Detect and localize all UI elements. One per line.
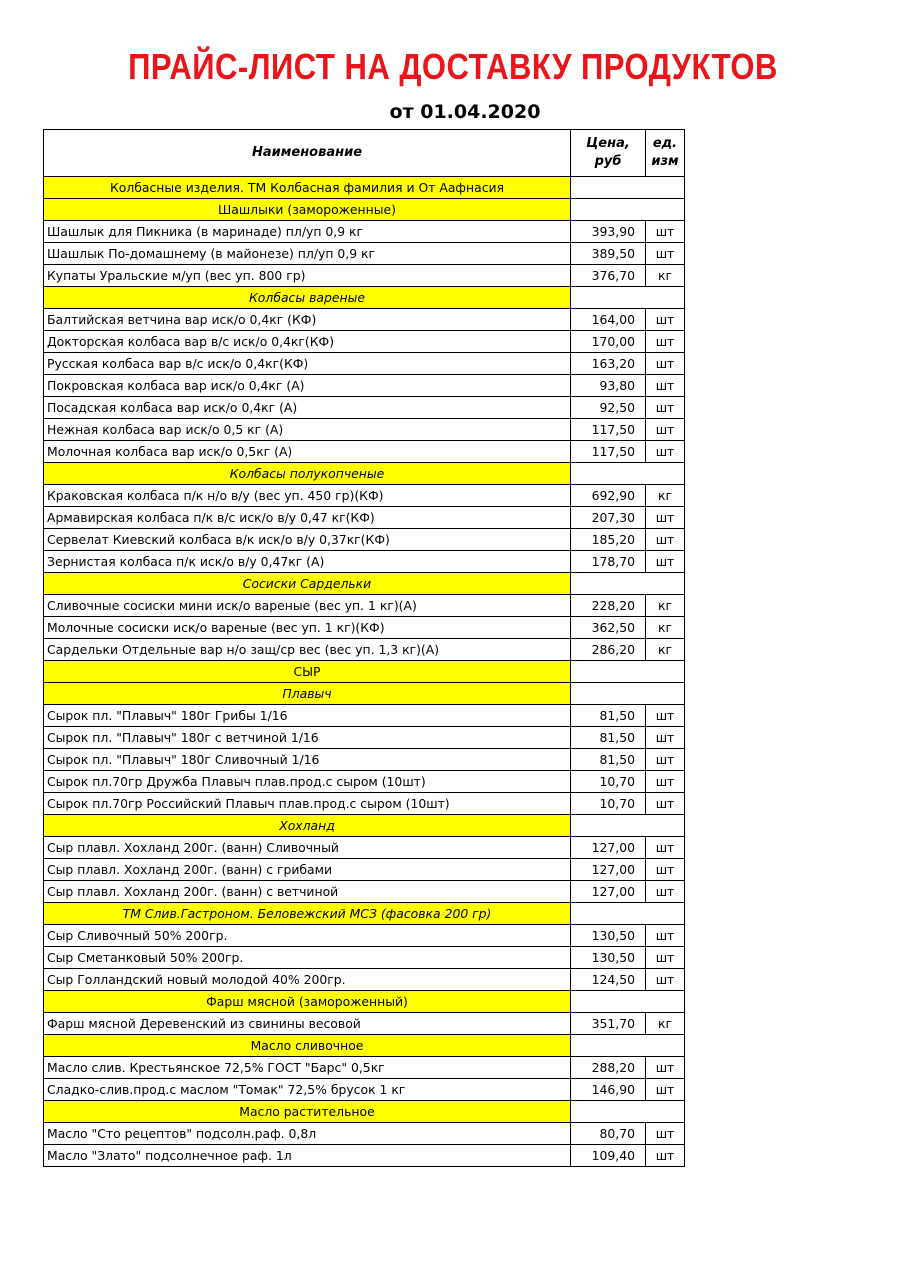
- empty-cell: [571, 815, 685, 837]
- product-price: 376,70: [571, 265, 646, 287]
- product-price: 692,90: [571, 485, 646, 507]
- product-price: 81,50: [571, 705, 646, 727]
- section-row: [44, 683, 685, 705]
- product-price: 92,50: [571, 397, 646, 419]
- product-price: 286,20: [571, 639, 646, 661]
- product-unit: шт: [646, 881, 685, 903]
- table-row: [44, 507, 685, 529]
- section-row: [44, 903, 685, 925]
- table-row: [44, 705, 685, 727]
- category-row: [44, 661, 685, 683]
- column-header-price: Цена, руб: [571, 130, 646, 177]
- table-row: [44, 837, 685, 859]
- product-unit: кг: [646, 1013, 685, 1035]
- section-row: [44, 815, 685, 837]
- product-name: Сырок пл. "Плавыч" 180г Грибы 1/16: [44, 705, 571, 727]
- section-row: [44, 463, 685, 485]
- table-row: [44, 221, 685, 243]
- product-name: Армавирская колбаса п/к в/с иск/о в/у 0,47 кг(КФ): [44, 507, 571, 529]
- product-unit: шт: [646, 771, 685, 793]
- product-price: 81,50: [571, 727, 646, 749]
- table-row: [44, 551, 685, 573]
- product-unit: шт: [646, 1123, 685, 1145]
- product-name: Краковская колбаса п/к н/о в/у (вес уп. 450 гр)(КФ): [44, 485, 571, 507]
- empty-cell: [571, 1035, 685, 1057]
- product-unit: шт: [646, 1079, 685, 1101]
- section-row: [44, 573, 685, 595]
- section-label: Хохланд: [44, 815, 571, 837]
- product-name: Сервелат Киевский колбаса в/к иск/о в/у 0,37кг(КФ): [44, 529, 571, 551]
- product-unit: шт: [646, 793, 685, 815]
- table-row: [44, 925, 685, 947]
- table-row: [44, 331, 685, 353]
- empty-cell: [571, 199, 685, 221]
- category-row: [44, 177, 685, 199]
- table-row: [44, 309, 685, 331]
- product-price: 389,50: [571, 243, 646, 265]
- product-unit: шт: [646, 705, 685, 727]
- product-name: Фарш мясной Деревенский из свинины весовой: [44, 1013, 571, 1035]
- product-unit: шт: [646, 507, 685, 529]
- product-name: Масло "Злато" подсолнечное раф. 1л: [44, 1145, 571, 1167]
- category-row: [44, 1035, 685, 1057]
- product-price: 124,50: [571, 969, 646, 991]
- product-name: Балтийская ветчина вар иск/о 0,4кг (КФ): [44, 309, 571, 331]
- category-label: Колбасные изделия. ТМ Колбасная фамилия и От Аафнасия: [44, 177, 571, 199]
- table-header-row: [44, 130, 685, 177]
- table-row: [44, 1013, 685, 1035]
- section-label: Сосиски Сардельки: [44, 573, 571, 595]
- product-unit: кг: [646, 639, 685, 661]
- column-header-name: Наименование: [44, 130, 571, 177]
- table-row: [44, 529, 685, 551]
- empty-cell: [571, 463, 685, 485]
- product-name: Сыр плавл. Хохланд 200г. (ванн) Сливочный: [44, 837, 571, 859]
- product-name: Сыр плавл. Хохланд 200г. (ванн) с ветчиной: [44, 881, 571, 903]
- product-price: 130,50: [571, 925, 646, 947]
- table-row: [44, 639, 685, 661]
- table-row: [44, 353, 685, 375]
- table-row: [44, 859, 685, 881]
- product-name: Сливочные сосиски мини иск/о вареные (вес уп. 1 кг)(А): [44, 595, 571, 617]
- product-price: 10,70: [571, 771, 646, 793]
- product-price: 130,50: [571, 947, 646, 969]
- table-row: [44, 243, 685, 265]
- product-price: 351,70: [571, 1013, 646, 1035]
- product-unit: шт: [646, 551, 685, 573]
- product-name: Русская колбаса вар в/с иск/о 0,4кг(КФ): [44, 353, 571, 375]
- category-row: [44, 991, 685, 1013]
- price-table: [43, 129, 685, 1167]
- product-name: Зернистая колбаса п/к иск/о в/у 0,47кг (А): [44, 551, 571, 573]
- product-unit: шт: [646, 419, 685, 441]
- table-row: [44, 947, 685, 969]
- table-row: [44, 1057, 685, 1079]
- product-name: Сыр Голландский новый молодой 40% 200гр.: [44, 969, 571, 991]
- table-row: [44, 441, 685, 463]
- product-name: Сыр плавл. Хохланд 200г. (ванн) с грибами: [44, 859, 571, 881]
- section-row: [44, 199, 685, 221]
- product-price: 127,00: [571, 859, 646, 881]
- category-label: Масло сливочное: [44, 1035, 571, 1057]
- column-header-unit: ед. изм: [646, 130, 685, 177]
- table-row: [44, 1145, 685, 1167]
- product-unit: кг: [646, 485, 685, 507]
- product-unit: шт: [646, 1145, 685, 1167]
- product-unit: шт: [646, 749, 685, 771]
- empty-cell: [571, 573, 685, 595]
- product-unit: кг: [646, 595, 685, 617]
- price-list-date: от 01.04.2020: [389, 101, 541, 123]
- empty-cell: [571, 991, 685, 1013]
- section-label: Шашлыки (замороженные): [44, 199, 571, 221]
- product-price: 228,20: [571, 595, 646, 617]
- table-row: [44, 397, 685, 419]
- category-label: СЫР: [44, 661, 571, 683]
- product-name: Шашлык По-домашнему (в майонезе) пл/уп 0,9 кг: [44, 243, 571, 265]
- product-name: Масло "Сто рецептов" подсолн.раф. 0,8л: [44, 1123, 571, 1145]
- product-unit: кг: [646, 617, 685, 639]
- product-price: 81,50: [571, 749, 646, 771]
- section-label: ТМ Слив.Гастроном. Беловежский МСЗ (фасовка 200 гр): [44, 903, 571, 925]
- table-row: [44, 617, 685, 639]
- empty-cell: [571, 1101, 685, 1123]
- table-row: [44, 793, 685, 815]
- product-price: 163,20: [571, 353, 646, 375]
- product-unit: шт: [646, 375, 685, 397]
- product-name: Докторская колбаса вар в/с иск/о 0,4кг(КФ): [44, 331, 571, 353]
- product-name: Молочные сосиски иск/о вареные (вес уп. 1 кг)(КФ): [44, 617, 571, 639]
- product-name: Сырок пл.70гр Российский Плавыч плав.прод.с сыром (10шт): [44, 793, 571, 815]
- product-price: 80,70: [571, 1123, 646, 1145]
- product-name: Сыр Сметанковый 50% 200гр.: [44, 947, 571, 969]
- table-row: [44, 485, 685, 507]
- product-name: Сырок пл. "Плавыч" 180г Сливочный 1/16: [44, 749, 571, 771]
- table-row: [44, 881, 685, 903]
- product-price: 207,30: [571, 507, 646, 529]
- product-price: 288,20: [571, 1057, 646, 1079]
- product-price: 362,50: [571, 617, 646, 639]
- section-label: Колбасы полукопченые: [44, 463, 571, 485]
- price-table-body: [44, 177, 685, 1167]
- product-price: 185,20: [571, 529, 646, 551]
- product-price: 146,90: [571, 1079, 646, 1101]
- empty-cell: [571, 903, 685, 925]
- product-price: 109,40: [571, 1145, 646, 1167]
- product-name: Купаты Уральские м/уп (вес уп. 800 гр): [44, 265, 571, 287]
- page-title: ПРАЙС-ЛИСТ НА ДОСТАВКУ ПРОДУКТОВ: [128, 46, 778, 88]
- product-name: Масло слив. Крестьянское 72,5% ГОСТ "Барс" 0,5кг: [44, 1057, 571, 1079]
- product-price: 117,50: [571, 419, 646, 441]
- product-name: Сладко-слив.прод.с маслом "Томак" 72,5% брусок 1 кг: [44, 1079, 571, 1101]
- product-price: 170,00: [571, 331, 646, 353]
- section-row: [44, 287, 685, 309]
- product-price: 10,70: [571, 793, 646, 815]
- table-row: [44, 727, 685, 749]
- table-row: [44, 969, 685, 991]
- product-price: 164,00: [571, 309, 646, 331]
- product-unit: шт: [646, 925, 685, 947]
- table-row: [44, 1123, 685, 1145]
- product-unit: шт: [646, 1057, 685, 1079]
- product-unit: шт: [646, 441, 685, 463]
- product-unit: шт: [646, 243, 685, 265]
- product-name: Посадская колбаса вар иск/о 0,4кг (А): [44, 397, 571, 419]
- category-row: [44, 1101, 685, 1123]
- product-unit: шт: [646, 353, 685, 375]
- product-unit: шт: [646, 859, 685, 881]
- product-price: 393,90: [571, 221, 646, 243]
- table-row: [44, 595, 685, 617]
- empty-cell: [571, 683, 685, 705]
- product-unit: шт: [646, 221, 685, 243]
- product-unit: шт: [646, 397, 685, 419]
- product-unit: шт: [646, 727, 685, 749]
- product-unit: кг: [646, 265, 685, 287]
- product-unit: шт: [646, 529, 685, 551]
- product-unit: шт: [646, 947, 685, 969]
- product-price: 178,70: [571, 551, 646, 573]
- table-row: [44, 265, 685, 287]
- product-price: 117,50: [571, 441, 646, 463]
- product-name: Сырок пл. "Плавыч" 180г с ветчиной 1/16: [44, 727, 571, 749]
- product-name: Сардельки Отдельные вар н/о защ/ср вес (вес уп. 1,3 кг)(А): [44, 639, 571, 661]
- table-row: [44, 749, 685, 771]
- category-label: Масло растительное: [44, 1101, 571, 1123]
- section-label: Колбасы вареные: [44, 287, 571, 309]
- empty-cell: [571, 287, 685, 309]
- product-price: 93,80: [571, 375, 646, 397]
- table-row: [44, 771, 685, 793]
- section-label: Плавыч: [44, 683, 571, 705]
- product-name: Нежная колбаса вар иск/о 0,5 кг (А): [44, 419, 571, 441]
- category-label: Фарш мясной (замороженный): [44, 991, 571, 1013]
- product-price: 127,00: [571, 837, 646, 859]
- product-name: Покровская колбаса вар иск/о 0,4кг (А): [44, 375, 571, 397]
- product-name: Сырок пл.70гр Дружба Плавыч плав.прод.с сыром (10шт): [44, 771, 571, 793]
- product-unit: шт: [646, 969, 685, 991]
- product-name: Шашлык для Пикника (в маринаде) пл/уп 0,9 кг: [44, 221, 571, 243]
- table-row: [44, 419, 685, 441]
- empty-cell: [571, 177, 685, 199]
- product-unit: шт: [646, 837, 685, 859]
- product-price: 127,00: [571, 881, 646, 903]
- product-name: Молочная колбаса вар иск/о 0,5кг (А): [44, 441, 571, 463]
- table-row: [44, 1079, 685, 1101]
- empty-cell: [571, 661, 685, 683]
- product-name: Сыр Сливочный 50% 200гр.: [44, 925, 571, 947]
- table-row: [44, 375, 685, 397]
- product-unit: шт: [646, 309, 685, 331]
- product-unit: шт: [646, 331, 685, 353]
